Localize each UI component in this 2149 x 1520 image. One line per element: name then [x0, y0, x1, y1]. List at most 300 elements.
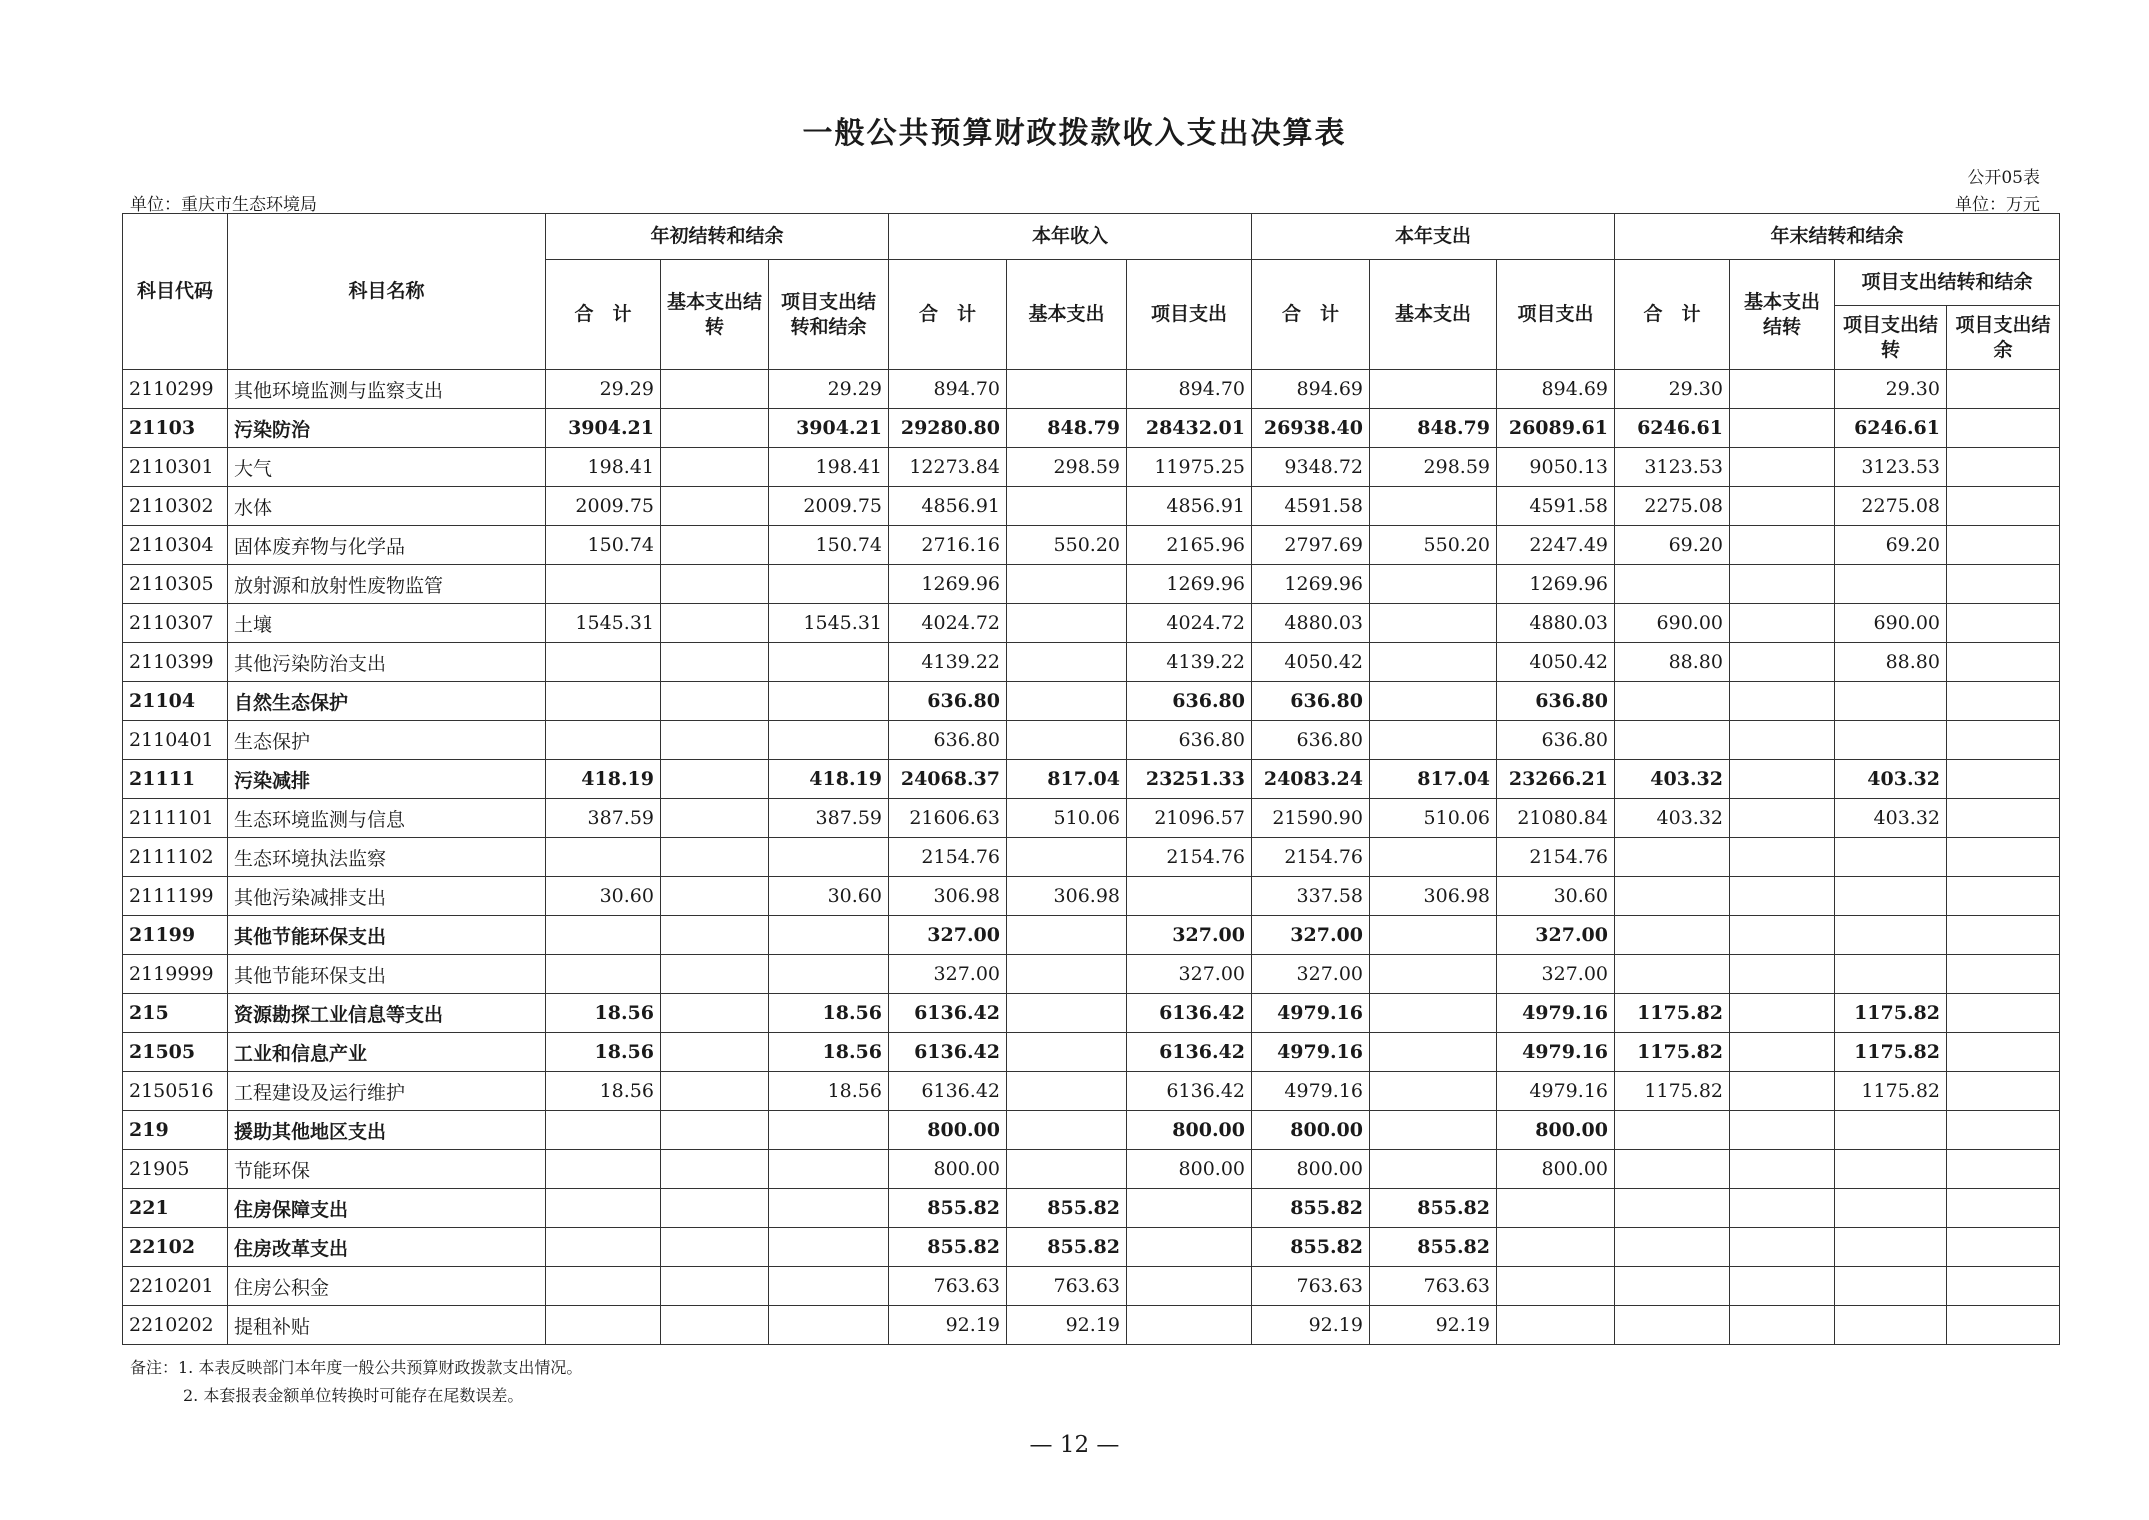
cell-value: 6246.61: [1835, 409, 1947, 448]
table-row: [123, 1072, 2060, 1111]
cell-value: 30.60: [769, 877, 889, 916]
cell-value: [1835, 721, 1947, 760]
cell-value: [1007, 838, 1127, 877]
cell-name: 节能环保: [228, 1150, 546, 1189]
cell-value: [1947, 877, 2060, 916]
cell-code: 2111199: [123, 877, 228, 916]
cell-value: 894.69: [1252, 370, 1370, 409]
cell-value: 763.63: [889, 1267, 1007, 1306]
cell-name: 住房保障支出: [228, 1189, 546, 1228]
cell-value: 18.56: [769, 994, 889, 1033]
cell-value: 92.19: [1370, 1306, 1497, 1345]
cell-value: 4856.91: [1127, 487, 1252, 526]
cell-value: [661, 1072, 769, 1111]
cell-value: [1370, 955, 1497, 994]
header-income-total: 合 计: [889, 260, 1007, 370]
cell-value: [1947, 916, 2060, 955]
cell-value: 1175.82: [1835, 994, 1947, 1033]
cell-value: 855.82: [1007, 1189, 1127, 1228]
cell-value: [1127, 877, 1252, 916]
cell-value: 2247.49: [1497, 526, 1615, 565]
cell-value: 636.80: [1252, 721, 1370, 760]
cell-value: 636.80: [1127, 721, 1252, 760]
cell-value: 92.19: [1252, 1306, 1370, 1345]
cell-value: [1947, 760, 2060, 799]
cell-value: [1730, 1033, 1835, 1072]
cell-value: 800.00: [1252, 1111, 1370, 1150]
cell-value: [1615, 1150, 1730, 1189]
cell-value: 4979.16: [1497, 1033, 1615, 1072]
cell-value: 636.80: [889, 682, 1007, 721]
cell-value: 18.56: [546, 1033, 661, 1072]
cell-value: [1615, 1306, 1730, 1345]
cell-value: 4591.58: [1497, 487, 1615, 526]
header-income-project: 项目支出: [1127, 260, 1252, 370]
cell-value: 6246.61: [1615, 409, 1730, 448]
cell-code: 21111: [123, 760, 228, 799]
cell-value: [1007, 721, 1127, 760]
cell-code: 2110304: [123, 526, 228, 565]
cell-value: 198.41: [546, 448, 661, 487]
cell-value: 6136.42: [889, 994, 1007, 1033]
cell-name: 土壤: [228, 604, 546, 643]
cell-value: 800.00: [1127, 1111, 1252, 1150]
cell-value: 69.20: [1835, 526, 1947, 565]
cell-name: 提租补贴: [228, 1306, 546, 1345]
cell-value: 92.19: [889, 1306, 1007, 1345]
cell-value: 24083.24: [1252, 760, 1370, 799]
cell-value: 4050.42: [1252, 643, 1370, 682]
cell-name: 援助其他地区支出: [228, 1111, 546, 1150]
table-row: [123, 838, 2060, 877]
cell-value: [661, 799, 769, 838]
cell-name: 其他污染防治支出: [228, 643, 546, 682]
cell-value: [769, 721, 889, 760]
cell-value: [546, 682, 661, 721]
cell-value: 4856.91: [889, 487, 1007, 526]
cell-code: 2150516: [123, 1072, 228, 1111]
cell-value: [661, 1267, 769, 1306]
cell-value: [1947, 1111, 2060, 1150]
cell-value: 3904.21: [769, 409, 889, 448]
cell-value: [769, 682, 889, 721]
cell-value: 26938.40: [1252, 409, 1370, 448]
cell-value: 636.80: [1252, 682, 1370, 721]
cell-value: [661, 955, 769, 994]
table-row: [123, 604, 2060, 643]
table-row: [123, 487, 2060, 526]
cell-value: 21590.90: [1252, 799, 1370, 838]
cell-value: 2154.76: [1252, 838, 1370, 877]
cell-value: 327.00: [1252, 916, 1370, 955]
cell-value: [1835, 1228, 1947, 1267]
table-row: [123, 955, 2060, 994]
cell-value: 24068.37: [889, 760, 1007, 799]
page-title: 一般公共预算财政拨款收入支出决算表: [802, 116, 1347, 151]
cell-value: [1370, 721, 1497, 760]
table-row: [123, 1150, 2060, 1189]
header-group-income: 本年收入: [889, 214, 1252, 260]
cell-value: 18.56: [546, 1072, 661, 1111]
cell-value: 28432.01: [1127, 409, 1252, 448]
cell-value: [1835, 1189, 1947, 1228]
cell-value: 763.63: [1370, 1267, 1497, 1306]
cell-value: [1947, 643, 2060, 682]
cell-value: 800.00: [1252, 1150, 1370, 1189]
cell-value: 1545.31: [769, 604, 889, 643]
cell-value: 636.80: [1497, 682, 1615, 721]
cell-code: 2110399: [123, 643, 228, 682]
cell-value: 2154.76: [1497, 838, 1615, 877]
cell-value: 510.06: [1007, 799, 1127, 838]
note-2: 2. 本套报表金额单位转换时可能存在尾数误差。: [183, 1386, 524, 1405]
cell-value: [1615, 877, 1730, 916]
cell-value: 403.32: [1615, 760, 1730, 799]
cell-value: [769, 565, 889, 604]
cell-value: 11975.25: [1127, 448, 1252, 487]
table-row: [123, 565, 2060, 604]
cell-value: 800.00: [889, 1150, 1007, 1189]
table-row: [123, 760, 2060, 799]
cell-value: 510.06: [1370, 799, 1497, 838]
cell-value: 327.00: [889, 916, 1007, 955]
cell-value: [661, 1033, 769, 1072]
cell-value: [769, 1189, 889, 1228]
cell-code: 21104: [123, 682, 228, 721]
cell-value: 2165.96: [1127, 526, 1252, 565]
cell-value: 418.19: [546, 760, 661, 799]
cell-value: 327.00: [1127, 916, 1252, 955]
cell-value: [1615, 838, 1730, 877]
cell-value: [1835, 1267, 1947, 1306]
header-name: 科目名称: [228, 214, 546, 370]
cell-value: [1615, 1267, 1730, 1306]
cell-value: 690.00: [1835, 604, 1947, 643]
cell-value: [1370, 1033, 1497, 1072]
cell-value: 1175.82: [1615, 1072, 1730, 1111]
cell-value: 800.00: [1497, 1111, 1615, 1150]
cell-value: [1835, 838, 1947, 877]
cell-value: [661, 838, 769, 877]
cell-value: [1007, 682, 1127, 721]
cell-value: 327.00: [1497, 916, 1615, 955]
cell-value: 327.00: [1497, 955, 1615, 994]
cell-code: 22102: [123, 1228, 228, 1267]
cell-value: [661, 1228, 769, 1267]
cell-value: 6136.42: [1127, 1033, 1252, 1072]
cell-value: [1947, 799, 2060, 838]
cell-code: 21905: [123, 1150, 228, 1189]
cell-value: [1370, 682, 1497, 721]
cell-value: 1269.96: [1252, 565, 1370, 604]
cell-value: 150.74: [546, 526, 661, 565]
cell-value: [661, 1150, 769, 1189]
cell-value: [661, 760, 769, 799]
table-row: [123, 877, 2060, 916]
cell-value: [1370, 370, 1497, 409]
cell-value: 1175.82: [1835, 1033, 1947, 1072]
cell-value: 6136.42: [1127, 994, 1252, 1033]
budget-table: [122, 213, 2060, 1345]
cell-value: 9348.72: [1252, 448, 1370, 487]
cell-value: 2275.08: [1615, 487, 1730, 526]
cell-value: [1947, 838, 2060, 877]
cell-value: 26089.61: [1497, 409, 1615, 448]
cell-value: [1615, 721, 1730, 760]
cell-value: 29.30: [1615, 370, 1730, 409]
cell-value: 817.04: [1007, 760, 1127, 799]
cell-value: [769, 1267, 889, 1306]
cell-value: 30.60: [546, 877, 661, 916]
cell-value: 4979.16: [1252, 1072, 1370, 1111]
cell-value: [1947, 604, 2060, 643]
cell-value: [661, 877, 769, 916]
cell-value: [661, 721, 769, 760]
cell-value: 6136.42: [889, 1033, 1007, 1072]
cell-value: 855.82: [889, 1189, 1007, 1228]
table-row: [123, 1306, 2060, 1345]
cell-value: [661, 1189, 769, 1228]
cell-value: 69.20: [1615, 526, 1730, 565]
cell-value: [1370, 916, 1497, 955]
cell-code: 2110307: [123, 604, 228, 643]
cell-name: 住房改革支出: [228, 1228, 546, 1267]
cell-value: [546, 1267, 661, 1306]
cell-value: [1007, 916, 1127, 955]
cell-value: 306.98: [1370, 877, 1497, 916]
cell-value: [769, 1228, 889, 1267]
cell-value: 894.69: [1497, 370, 1615, 409]
cell-value: 1175.82: [1615, 994, 1730, 1033]
cell-value: 855.82: [1370, 1228, 1497, 1267]
cell-value: [1947, 526, 2060, 565]
header-opening-project: 项目支出结转和结余: [769, 260, 889, 370]
header-group-closing: 年末结转和结余: [1615, 214, 2060, 260]
cell-value: 21606.63: [889, 799, 1007, 838]
cell-value: [1615, 955, 1730, 994]
cell-value: 387.59: [546, 799, 661, 838]
header-group-opening: 年初结转和结余: [546, 214, 889, 260]
cell-value: [769, 643, 889, 682]
currency-unit: 单位：万元: [1955, 195, 2040, 215]
cell-value: 4591.58: [1252, 487, 1370, 526]
cell-name: 工程建设及运行维护: [228, 1072, 546, 1111]
cell-value: [1007, 994, 1127, 1033]
cell-value: 1175.82: [1835, 1072, 1947, 1111]
cell-value: [661, 409, 769, 448]
cell-value: [1835, 877, 1947, 916]
cell-value: [1835, 1306, 1947, 1345]
cell-value: 848.79: [1370, 409, 1497, 448]
cell-value: [1370, 994, 1497, 1033]
cell-code: 21505: [123, 1033, 228, 1072]
cell-value: [546, 643, 661, 682]
cell-value: [661, 1306, 769, 1345]
table-row: [123, 1111, 2060, 1150]
cell-value: [1007, 1072, 1127, 1111]
cell-value: [1007, 1033, 1127, 1072]
cell-value: [1007, 643, 1127, 682]
cell-value: [1730, 955, 1835, 994]
cell-code: 221: [123, 1189, 228, 1228]
cell-value: [546, 721, 661, 760]
cell-name: 大气: [228, 448, 546, 487]
cell-value: [1497, 1267, 1615, 1306]
cell-value: 4024.72: [889, 604, 1007, 643]
cell-value: 9050.13: [1497, 448, 1615, 487]
table-body: [123, 370, 2060, 1345]
cell-code: 2110305: [123, 565, 228, 604]
cell-value: 29280.80: [889, 409, 1007, 448]
cell-value: [769, 838, 889, 877]
cell-value: [1730, 1111, 1835, 1150]
cell-value: [1730, 409, 1835, 448]
cell-value: [1947, 487, 2060, 526]
cell-value: 4139.22: [889, 643, 1007, 682]
cell-code: 2210202: [123, 1306, 228, 1345]
cell-value: [1835, 916, 1947, 955]
cell-value: [1730, 1189, 1835, 1228]
cell-value: 763.63: [1252, 1267, 1370, 1306]
cell-value: [1947, 448, 2060, 487]
cell-value: 1175.82: [1615, 1033, 1730, 1072]
cell-value: 855.82: [1007, 1228, 1127, 1267]
cell-value: 150.74: [769, 526, 889, 565]
cell-value: [1615, 916, 1730, 955]
header-opening-basic-carryover: 基本支出结转: [661, 260, 769, 370]
cell-value: [1127, 1189, 1252, 1228]
cell-value: [546, 1189, 661, 1228]
cell-value: [1730, 1072, 1835, 1111]
cell-value: [1947, 1267, 2060, 1306]
cell-name: 污染防治: [228, 409, 546, 448]
cell-value: 4979.16: [1252, 1033, 1370, 1072]
header-expense-project: 项目支出: [1497, 260, 1615, 370]
cell-value: 1545.31: [546, 604, 661, 643]
cell-value: 327.00: [1252, 955, 1370, 994]
cell-name: 资源勘探工业信息等支出: [228, 994, 546, 1033]
cell-value: [1007, 1150, 1127, 1189]
table-row: [123, 1267, 2060, 1306]
cell-value: [1497, 1189, 1615, 1228]
cell-code: 2111101: [123, 799, 228, 838]
cell-code: 21199: [123, 916, 228, 955]
cell-value: 2797.69: [1252, 526, 1370, 565]
cell-value: [1730, 799, 1835, 838]
cell-value: 29.30: [1835, 370, 1947, 409]
cell-value: [769, 916, 889, 955]
cell-value: 12273.84: [889, 448, 1007, 487]
cell-code: 2111102: [123, 838, 228, 877]
cell-value: 198.41: [769, 448, 889, 487]
cell-value: [1947, 994, 2060, 1033]
cell-value: 29.29: [546, 370, 661, 409]
table-row: [123, 721, 2060, 760]
cell-value: 763.63: [1007, 1267, 1127, 1306]
cell-value: [661, 526, 769, 565]
table-row: [123, 526, 2060, 565]
note-1: 备注：1. 本表反映部门本年度一般公共预算财政拨款支出情况。: [130, 1358, 583, 1377]
cell-value: 23251.33: [1127, 760, 1252, 799]
cell-value: [1370, 643, 1497, 682]
table-row: [123, 643, 2060, 682]
cell-code: 2110401: [123, 721, 228, 760]
cell-value: 4050.42: [1497, 643, 1615, 682]
cell-value: [661, 994, 769, 1033]
table-row: [123, 994, 2060, 1033]
cell-value: [1835, 1111, 1947, 1150]
cell-value: [1835, 1150, 1947, 1189]
cell-value: [1127, 1228, 1252, 1267]
cell-value: [769, 1150, 889, 1189]
cell-value: 855.82: [1252, 1228, 1370, 1267]
cell-value: 30.60: [1497, 877, 1615, 916]
cell-name: 放射源和放射性废物监管: [228, 565, 546, 604]
header-group-expense: 本年支出: [1252, 214, 1615, 260]
cell-value: 306.98: [1007, 877, 1127, 916]
cell-name: 其他环境监测与监察支出: [228, 370, 546, 409]
cell-value: [1730, 448, 1835, 487]
cell-value: 2009.75: [769, 487, 889, 526]
cell-value: 636.80: [889, 721, 1007, 760]
cell-value: [1947, 955, 2060, 994]
cell-value: [1947, 1150, 2060, 1189]
cell-value: [1947, 1189, 2060, 1228]
cell-value: 855.82: [889, 1228, 1007, 1267]
cell-value: [661, 565, 769, 604]
table-row: [123, 1228, 2060, 1267]
cell-value: 403.32: [1835, 799, 1947, 838]
table-row: [123, 682, 2060, 721]
cell-value: [546, 916, 661, 955]
header-closing-project: 项目支出结转和结余: [1835, 260, 2060, 306]
cell-value: 4979.16: [1497, 1072, 1615, 1111]
cell-value: [546, 565, 661, 604]
cell-value: 327.00: [889, 955, 1007, 994]
header-income-basic: 基本支出: [1007, 260, 1127, 370]
cell-value: 2275.08: [1835, 487, 1947, 526]
cell-value: [661, 370, 769, 409]
table-code: 公开05表: [1967, 168, 2040, 188]
cell-code: 2210201: [123, 1267, 228, 1306]
cell-value: [1730, 526, 1835, 565]
table-row: [123, 1189, 2060, 1228]
cell-value: [769, 955, 889, 994]
cell-code: 219: [123, 1111, 228, 1150]
cell-value: 2154.76: [889, 838, 1007, 877]
cell-name: 其他节能环保支出: [228, 955, 546, 994]
cell-name: 生态环境执法监察: [228, 838, 546, 877]
cell-value: [1835, 682, 1947, 721]
cell-value: 18.56: [769, 1033, 889, 1072]
cell-value: 21096.57: [1127, 799, 1252, 838]
cell-name: 其他节能环保支出: [228, 916, 546, 955]
cell-value: [1007, 565, 1127, 604]
cell-value: [546, 1111, 661, 1150]
cell-value: [1127, 1306, 1252, 1345]
cell-value: [1730, 838, 1835, 877]
cell-value: [1370, 604, 1497, 643]
cell-value: 298.59: [1370, 448, 1497, 487]
cell-value: [546, 1228, 661, 1267]
cell-value: 403.32: [1835, 760, 1947, 799]
cell-value: 337.58: [1252, 877, 1370, 916]
cell-value: [1730, 994, 1835, 1033]
cell-value: 2009.75: [546, 487, 661, 526]
cell-value: [661, 682, 769, 721]
cell-name: 水体: [228, 487, 546, 526]
cell-value: 21080.84: [1497, 799, 1615, 838]
